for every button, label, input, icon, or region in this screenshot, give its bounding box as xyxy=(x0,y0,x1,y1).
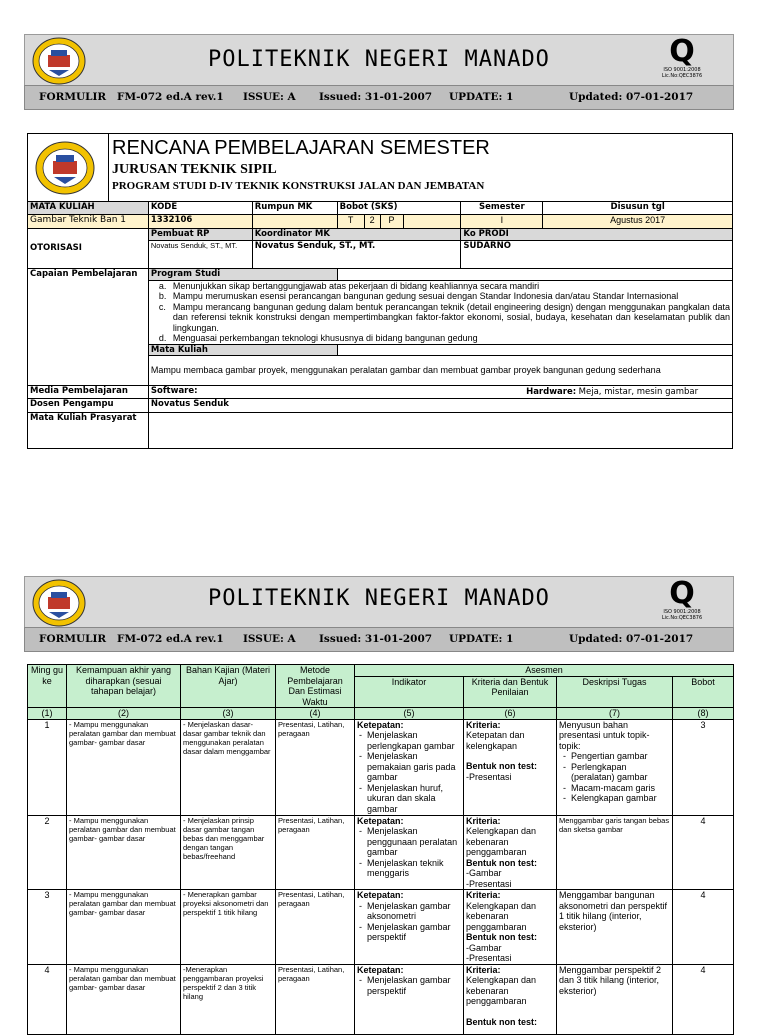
kriteria-cell: Kriteria: Ketepatan dan kelengkapan Bentuk non test: -Presentasi xyxy=(464,719,557,815)
kemampuan-cell: - Mampu menggunakan peralatan gambar dan membuat gambar- gambar dasar xyxy=(67,890,181,965)
bahan-cell: - Menerapkan gambar proyeksi aksonometri dan perspektif 1 titik hilang xyxy=(181,890,276,965)
disusun-header: Disusun tgl xyxy=(543,202,733,215)
col-num: (4) xyxy=(276,708,355,720)
col-num: (8) xyxy=(673,708,734,720)
meta-issue: ISSUE: A xyxy=(243,633,296,645)
rps-title: RENCANA PEMBELAJARAN SEMESTER xyxy=(112,137,490,159)
kode-value: 1332106 xyxy=(148,215,252,229)
meta-issued: Issued: 31-01-2007 xyxy=(319,633,433,645)
metode-cell: Presentasi, Latihan, peragaan xyxy=(276,890,355,965)
kemampuan-cell: - Mampu menggunakan peralatan gambar dan membuat gambar- gambar dasar xyxy=(67,815,181,890)
table-row xyxy=(28,890,734,965)
form-meta-bar-2 xyxy=(24,627,734,652)
prasyarat-label: Mata Kuliah Prasyarat xyxy=(28,413,149,449)
table-row xyxy=(28,719,734,815)
bahan-header: Bahan Kajian (Materi Ajar) xyxy=(181,665,276,708)
minggu-cell: 1 xyxy=(28,719,67,815)
koordinator-value: Novatus Senduk, ST., MT. xyxy=(252,241,461,269)
deskripsi-header: Deskripsi Tugas xyxy=(557,676,673,707)
metode-cell: Presentasi, Latihan, peragaan xyxy=(276,719,355,815)
iso-q-mark: Q ISO 9001:2008 Lic.No:QEC3876 xyxy=(661,576,703,621)
kemampuan-cell: - Mampu menggunakan peralatan gambar dan membuat gambar- gambar dasar xyxy=(67,719,181,815)
rps-title-box xyxy=(27,133,733,202)
col-num: (6) xyxy=(464,708,557,720)
mata-kuliah-header: Mata Kuliah xyxy=(148,344,337,356)
metode-cell: Presentasi, Latihan, peragaan xyxy=(276,815,355,890)
cp-item: d. Menguasai perkembangan teknologi khususnya di bidang bangunan gedung xyxy=(158,333,478,343)
capaian-label: Capaian Pembelajaran xyxy=(28,269,149,386)
meta-code: FM-072 ed.A rev.1 xyxy=(117,633,224,645)
bobot-cell: 4 xyxy=(673,964,734,1034)
indikator-cell: Ketepatan: - Menjelaskan perlengkapan gambar - Menjelaskan pemakaian garis pada gambar - Menjelaskan huruf, ukuran dan skala gambar xyxy=(355,719,464,815)
meta-updated: Updated: 07-01-2017 xyxy=(569,633,694,645)
mata-kuliah-desc: Mampu membaca gambar proyek, menggunakan peralatan gambar dan membuat gambar proyek bangunan gedung sederhana xyxy=(148,356,732,386)
col-num: (5) xyxy=(355,708,464,720)
program-studi-header: Program Studi xyxy=(148,269,337,281)
metode-cell: Presentasi, Latihan, peragaan xyxy=(276,964,355,1034)
cp-item: a. Menunjukkan sikap bertanggungjawab atas pekerjaan di bidang keahliannya secara mandiri xyxy=(158,280,540,291)
software-label: Software: xyxy=(148,386,364,399)
meta-updated: Updated: 07-01-2017 xyxy=(569,91,694,103)
bobot-header: Bobot (SKS) xyxy=(337,202,461,215)
meta-update: UPDATE: 1 xyxy=(449,91,514,103)
prodi: PROGRAM STUDI D-IV TEKNIK KONSTRUKSI JALAN DAN JEMBATAN xyxy=(112,180,485,192)
kemampuan-cell: - Mampu menggunakan peralatan gambar dan membuat gambar- gambar dasar xyxy=(67,964,181,1034)
jurusan: JURUSAN TEKNIK SIPIL xyxy=(112,162,277,177)
deskripsi-cell: Menggambar garis tangan bebas dan sketsa gambar xyxy=(557,815,673,890)
polimdo-logo-small xyxy=(34,140,96,200)
iso-text: ISO 9001:2008 xyxy=(663,609,701,615)
indikator-cell: Ketepatan: - Menjelaskan gambar aksonometri - Menjelaskan gambar perspektif xyxy=(355,890,464,965)
kaprodi-value: SUDARNO xyxy=(461,241,733,269)
kriteria-cell: Kriteria: Kelengkapan dan kebenaran penggambaran Bentuk non test: -Gambar -Presentasi xyxy=(464,815,557,890)
koordinator-header: Koordinator MK xyxy=(252,229,461,241)
cp-item: c. Mampu merancang bangunan gedung dalam bentuk perancangan teknik (detail engineering design) dengan menggunakan pangkalan data dan referensi teknik konstruksi dengan mempertimbangkan faktor-faktor ekonomi, sosial, budaya, kesehatan dan keselamatan publik dan lingkungan. xyxy=(158,301,730,333)
minggu-header: Ming gu ke xyxy=(28,665,67,708)
meta-code: FM-072 ed.A rev.1 xyxy=(117,91,224,103)
deskripsi-cell: Menyusun bahan presentasi untuk topik-topik: - Pengertian gambar - Perlengkapan (peralatan) gambar - Macam-macam garis - Kelengkapan gambar xyxy=(557,719,673,815)
kode-header: KODE xyxy=(148,202,252,215)
table-row xyxy=(28,815,734,890)
col-num: (2) xyxy=(67,708,181,720)
bobot-cell: 4 xyxy=(673,815,734,890)
deskripsi-cell: Menggambar bangunan aksonometri dan perspektif 1 titik hilang (interior, eksterior) xyxy=(557,890,673,965)
minggu-cell: 2 xyxy=(28,815,67,890)
bahan-cell: - Menjelaskan prinsip dasar gambar tangan bebas dan menggambar dengan tangan bebas/freehand xyxy=(181,815,276,890)
rps-table xyxy=(27,201,733,449)
meta-formulir: FORMULIR xyxy=(39,633,107,645)
kemampuan-header: Kemampuan akhir yang diharapkan (sesuai tahapan belajar) xyxy=(67,665,181,708)
rumpun-header: Rumpun MK xyxy=(252,202,337,215)
schedule-table xyxy=(27,664,734,1035)
mk-value: Gambar Teknik Ban 1 xyxy=(28,215,149,229)
semester-header: Semester xyxy=(461,202,543,215)
semester-value: I xyxy=(461,215,543,229)
indikator-cell: Ketepatan: - Menjelaskan gambar perspektif xyxy=(355,964,464,1034)
mk-header: MATA KULIAH xyxy=(28,202,149,215)
media-label: Media Pembelajaran xyxy=(28,386,149,399)
pembuat-value: Novatus Senduk, ST., MT. xyxy=(148,241,252,269)
institution-title: POLITEKNIK NEGERI MANADO xyxy=(208,586,550,611)
iso-q-mark: Q ISO 9001:2008 Lic.No:QEC3876 xyxy=(661,34,703,79)
kriteria-cell: Kriteria: Kelengkapan dan kebenaran penggambaran Bentuk non test: xyxy=(464,964,557,1034)
meta-update: UPDATE: 1 xyxy=(449,633,514,645)
bahan-cell: - Menjelaskan dasar- dasar gambar teknik dan menggunakan peralatan dasar dalam menggambar xyxy=(181,719,276,815)
metode-header: Metode Pembelajaran Dan Estimasi Waktu xyxy=(276,665,355,708)
dosen-value: Novatus Senduk xyxy=(148,399,732,413)
bobot-t: T xyxy=(337,215,364,229)
kriteria-cell: Kriteria: Kelengkapan dan kebenaran penggambaran Bentuk non test: -Gambar -Presentasi xyxy=(464,890,557,965)
iso-license: Lic.No:QEC3876 xyxy=(661,615,703,621)
minggu-cell: 4 xyxy=(28,964,67,1034)
indikator-header: Indikator xyxy=(355,676,464,707)
capaian-list xyxy=(151,281,730,344)
hardware-value: Meja, mistar, mesin gambar xyxy=(578,387,699,397)
bobot-cell: 3 xyxy=(673,719,734,815)
col-num: (3) xyxy=(181,708,276,720)
cp-item: b. Mampu merumuskan esensi perancangan bangunan gedung sesuai dengan Standar Indonesia dan/atau Standar Internasional xyxy=(158,291,679,301)
meta-issue: ISSUE: A xyxy=(243,91,296,103)
deskripsi-cell: Menggambar perspektif 2 dan 3 titik hilang (interior, eksterior) xyxy=(557,964,673,1034)
institution-header-2 xyxy=(24,576,734,630)
dosen-label: Dosen Pengampu xyxy=(28,399,149,413)
iso-text: ISO 9001:2008 xyxy=(663,67,701,73)
hardware-label: Hardware: xyxy=(526,387,577,397)
iso-license: Lic.No:QEC3876 xyxy=(661,73,703,79)
col-num: (1) xyxy=(28,708,67,720)
kriteria-header: Kriteria dan Bentuk Penilaian xyxy=(464,676,557,707)
meta-issued: Issued: 31-01-2007 xyxy=(319,91,433,103)
bobot-cell: 4 xyxy=(673,890,734,965)
bobot-header: Bobot xyxy=(673,676,734,707)
bobot-t-value: 2 xyxy=(364,215,380,229)
form-meta-bar xyxy=(24,85,734,110)
otorisasi-label: OTORISASI xyxy=(28,229,149,269)
meta-formulir: FORMULIR xyxy=(39,91,107,103)
institution-header xyxy=(24,34,734,88)
minggu-cell: 3 xyxy=(28,890,67,965)
institution-title: POLITEKNIK NEGERI MANADO xyxy=(208,47,550,72)
indikator-cell: Ketepatan: - Menjelaskan penggunaan peralatan gambar - Menjelaskan teknik menggaris xyxy=(355,815,464,890)
asesmen-header: Asesmen xyxy=(355,665,734,677)
tanggal-value: Agustus 2017 xyxy=(543,215,733,229)
col-num: (7) xyxy=(557,708,673,720)
bobot-p: P xyxy=(380,215,403,229)
bahan-cell: -Menerapkan penggambaran proyeksi perspektif 2 dan 3 titik hilang xyxy=(181,964,276,1034)
kaprodi-header: Ko PRODI xyxy=(461,229,733,241)
pembuat-header: Pembuat RP xyxy=(148,229,252,241)
